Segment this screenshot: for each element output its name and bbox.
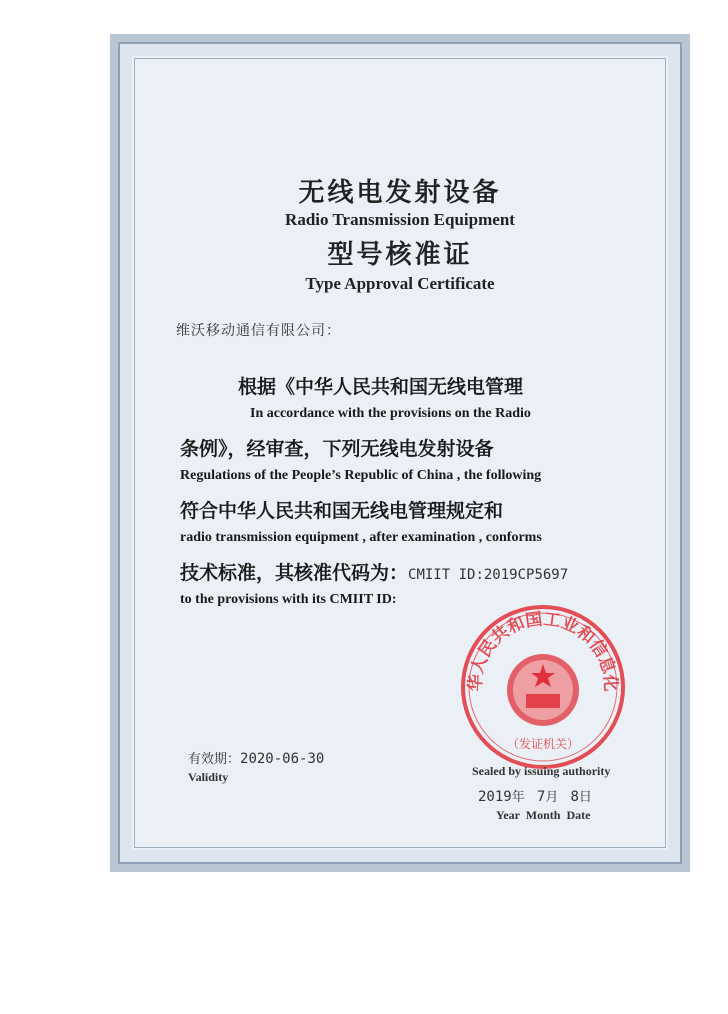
body-en-4: to the provisions with its CMIIT ID: [180,592,397,607]
issue-date-labels-en: Year Month Date [496,808,591,822]
issue-year: 2019 [478,789,512,805]
certificate-frame [110,34,690,872]
body-cn-4 [180,558,630,585]
issue-day-cn: 日 [578,790,592,805]
certificate-holder: 维沃移动通信有限公司： [176,323,341,339]
issue-month-cn: 月 [545,790,559,805]
title-cn-line1: 无线电发射设备 [298,178,502,208]
seal-icon [458,602,628,772]
body-cn-3: 符合中华人民共和国无线电管理规定和 [180,500,504,522]
title-en-line1: Radio Transmission Equipment [285,210,515,229]
validity-row [188,748,324,767]
body-en-1: In accordance with the provisions on the Radio [250,406,531,421]
body-en-2: Regulations of the People’s Republic of China , the following [180,468,542,483]
issue-month: 7 [536,789,546,805]
body-cn-2: 条例》，经审查，下列无线电发射设备 [180,438,494,460]
validity-label-en: Validity [188,770,229,784]
official-seal [458,602,628,772]
issue-day: 8 [570,789,579,805]
issue-year-cn: 年 [511,790,525,805]
validity-label-cn: 有效期： [188,752,241,767]
title-en-line2: Type Approval Certificate [305,274,495,293]
body-en-3: radio transmission equipment , after examination , conforms [180,530,542,545]
cmiit-id: CMIIT ID:2019CP5697 [408,567,569,583]
seal-sub-text: （发证机关） [506,737,580,751]
validity-date: 2020-06-30 [240,751,325,767]
seal-org-text: 华人民共和国工业和信息化 [465,609,621,693]
title-cn-line2: 型号核准证 [327,240,473,270]
body-cn-1: 根据《中华人民共和国无线电管理 [238,376,524,398]
sealed-by-label: Sealed by issuing authority [472,764,611,778]
body-cn-4-text: 技术标准，其核准代码为： [180,562,409,584]
issue-date [478,786,592,805]
